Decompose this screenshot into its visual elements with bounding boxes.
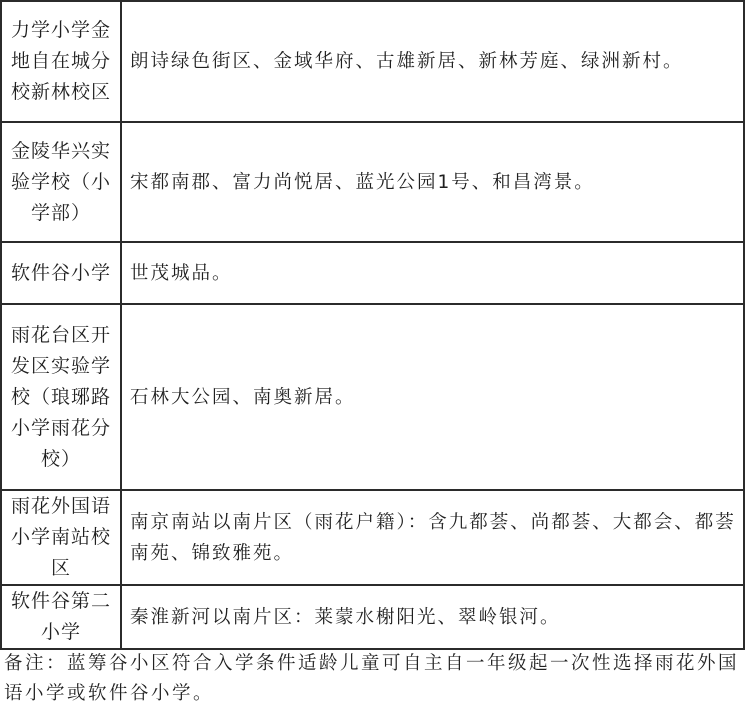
school-name-cell [1, 585, 121, 649]
table-row [1, 122, 744, 242]
school-name: 雨花台区开发区实验学校（琅琊路小学雨花分校） [10, 323, 111, 470]
school-name-cell [1, 242, 121, 304]
school-name: 力学小学金地自在城分校新林校区 [10, 19, 111, 103]
residential-area-cell: 朗诗绿色街区、金域华府、古雄新居、新林芳庭、绿洲新村。 [121, 1, 744, 122]
school-name-cell [1, 122, 121, 242]
residential-area-cell: 石林大公园、南奥新居。 [121, 304, 744, 490]
school-name-cell [1, 304, 121, 490]
residential-area-cell: 南京南站以南片区（雨花户籍）：含九都荟、尚都荟、大都会、都荟南苑、锦致雅苑。 [121, 490, 744, 585]
table-row [1, 585, 744, 649]
school-name: 雨花外国语小学南站校区 [10, 495, 111, 579]
table-row [1, 304, 744, 490]
table-row [1, 490, 744, 585]
table-row [1, 1, 744, 122]
school-name-cell [1, 1, 121, 122]
school-name-cell [1, 490, 121, 585]
school-name: 金陵华兴实验学校（小学部） [10, 139, 111, 224]
table-row [1, 242, 744, 304]
residential-area-cell: 世茂城品。 [121, 242, 744, 304]
residential-area-cell: 秦淮新河以南片区：莱蒙水榭阳光、翠岭银河。 [121, 585, 744, 649]
school-name: 软件谷第二小学 [10, 590, 111, 643]
school-name: 软件谷小学 [10, 261, 111, 284]
residential-area-cell: 宋都南郡、富力尚悦居、蓝光公园1号、和昌湾景。 [121, 122, 744, 242]
remark-note: 备注：蓝筹谷小区符合入学条件适龄儿童可自主自一年级起一次性选择雨花外国语小学或软件谷小学。 [4, 653, 740, 704]
